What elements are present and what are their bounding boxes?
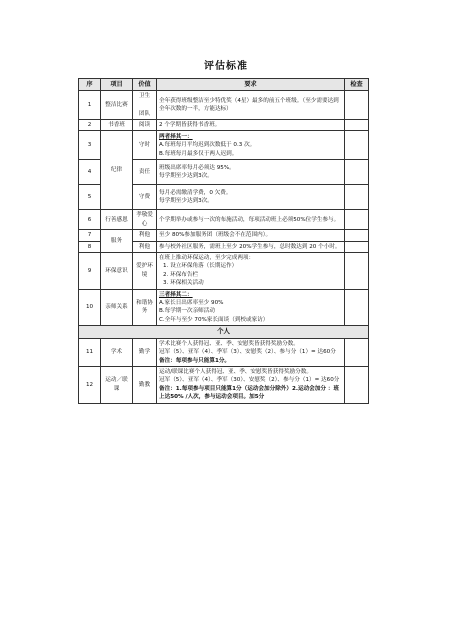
requirement-line: 每学期至少达到3次。	[159, 173, 213, 180]
section-row	[79, 326, 369, 339]
row-requirement	[157, 366, 345, 403]
row-requirement	[157, 338, 345, 366]
table-row	[79, 289, 369, 326]
row-item: 运动／联课	[101, 366, 133, 403]
row-value: 勤教	[133, 366, 157, 403]
requirement-line: 2. 环保布告栏	[163, 271, 199, 278]
requirement-line: B.每学期一次亲师活动	[159, 308, 215, 315]
requirement-line: 在班上推动环保运动，至少完成两项：	[159, 255, 255, 262]
row-item: 书香班	[101, 120, 133, 131]
requirement-line: 3. 环保相关活动	[163, 280, 204, 287]
row-value-b: 团队	[138, 110, 151, 117]
row-check	[345, 185, 369, 210]
row-item: 亲师关系	[101, 289, 133, 326]
table-header-row	[79, 79, 369, 91]
row-item: 服务	[101, 230, 133, 253]
row-value: 爱护环境	[133, 253, 157, 290]
requirement-line: A.每班每月平均迟到次数低于 0.3 次。	[159, 142, 256, 149]
row-requirement: 2 个学期皆获得书香班。	[157, 120, 345, 131]
row-check	[345, 338, 369, 366]
row-item: 环保意识	[101, 253, 133, 290]
row-requirement	[157, 289, 345, 326]
row-requirement	[157, 160, 345, 185]
row-no: 3	[79, 131, 101, 160]
row-requirement: 至少 80%参加服务团（班级会不在范围内）。	[157, 230, 345, 241]
row-value: 利他	[133, 230, 157, 241]
row-value: 责任	[133, 160, 157, 185]
row-no: 12	[79, 366, 101, 403]
row-check	[345, 366, 369, 403]
section-personal: 个人	[79, 326, 369, 339]
requirement-line: C.全年与至少 70%家长面谈（到校或家访）	[159, 316, 269, 323]
header-check: 检查	[345, 79, 369, 91]
requirement-line: B.每班每月最多仅于两人迟到。	[159, 150, 238, 157]
row-requirement	[157, 253, 345, 290]
row-check	[345, 210, 369, 230]
row-value: 阅读	[133, 120, 157, 131]
page-title: 评估标准	[204, 61, 248, 72]
row-value: 守时	[133, 131, 157, 160]
requirement-line: 冠军（5）、亚军（4）、季军（30）、安慰奖（2）、参与分（1）= 达60分	[159, 377, 340, 384]
table-row	[79, 366, 369, 403]
row-no: 8	[79, 241, 101, 252]
row-requirement: 全年获得班级整洁至少特优奖（4星）最多的前五个班级。（至少需要达到全年次数的一半，方能达标）	[157, 91, 345, 120]
row-check	[345, 131, 369, 160]
row-check	[345, 230, 369, 241]
requirement-line: 每学期至少达到3次。	[159, 198, 213, 205]
row-no: 10	[79, 289, 101, 326]
row-value	[133, 91, 157, 120]
row-requirement: 参与校外社区服务，需班上至少 20%学生参与，总时数达到 20 个小时。	[157, 241, 345, 252]
row-no: 4	[79, 160, 101, 185]
row-item: 学术	[101, 338, 133, 366]
choice-heading: 两者择其一：	[159, 133, 193, 140]
row-requirement: 个学期举办或参与一次的布施活动，每项活动班上必须50%位学生参与。	[157, 210, 345, 230]
table-row	[79, 120, 369, 131]
requirement-line: 运动/联课比赛个人获得冠、亚、季、安慰奖皆获得奖励分数。	[159, 368, 312, 375]
row-value: 和谐协务	[133, 289, 157, 326]
header-value: 价值	[133, 79, 157, 91]
requirement-line: 1. 设立环保角落（长期运作）	[163, 263, 238, 270]
row-item: 行善感恩	[101, 210, 133, 230]
row-check	[345, 253, 369, 290]
choice-heading: 三者择其二：	[159, 291, 193, 298]
row-no: 5	[79, 185, 101, 210]
requirement-line: A.家长日出席率至少 90%	[159, 299, 224, 306]
row-no: 11	[79, 338, 101, 366]
row-item: 整洁比赛	[101, 91, 133, 120]
table-row	[79, 253, 369, 290]
row-value: 孝敬爱心	[133, 210, 157, 230]
row-no: 9	[79, 253, 101, 290]
requirement-note: 备注：1.每项参与项目只能算1分（运动会加分除外）2.运动会加分 ：班上达50% /人次，参与运动会项目。加5分	[159, 385, 340, 401]
table-row	[79, 131, 369, 160]
row-value: 利他	[133, 241, 157, 252]
row-item: 纪律	[101, 131, 133, 210]
row-check	[345, 241, 369, 252]
row-value: 勤学	[133, 338, 157, 366]
row-check	[345, 160, 369, 185]
requirement-line: 班级出席率每月必须达 95%。	[159, 165, 235, 172]
row-no: 1	[79, 91, 101, 120]
row-requirement	[157, 131, 345, 160]
row-check	[345, 289, 369, 326]
table-row	[79, 230, 369, 241]
row-no: 2	[79, 120, 101, 131]
header-item: 项目	[101, 79, 133, 91]
table-row	[79, 91, 369, 120]
row-check	[345, 91, 369, 120]
row-check	[345, 120, 369, 131]
requirement-line: 每月必需缴清学费，0 欠费。	[159, 190, 232, 197]
header-requirement: 要求	[157, 79, 345, 91]
row-value-a: 卫生	[138, 93, 151, 100]
row-requirement	[157, 185, 345, 210]
table-row	[79, 210, 369, 230]
header-no: 序	[79, 79, 101, 91]
requirement-note: 备注：每项参与只能算1分。	[159, 357, 231, 364]
row-value: 守费	[133, 185, 157, 210]
requirement-line: 学术比赛个人获得冠、亚、季、安慰奖皆获得奖励分数。	[159, 340, 299, 347]
criteria-table	[78, 78, 369, 404]
row-no: 7	[79, 230, 101, 241]
requirement-line: 冠军（5）、亚军（4）、季军（3）、安慰奖（2）、参与分（1）= 达60分	[159, 349, 336, 356]
row-no: 6	[79, 210, 101, 230]
table-row	[79, 338, 369, 366]
